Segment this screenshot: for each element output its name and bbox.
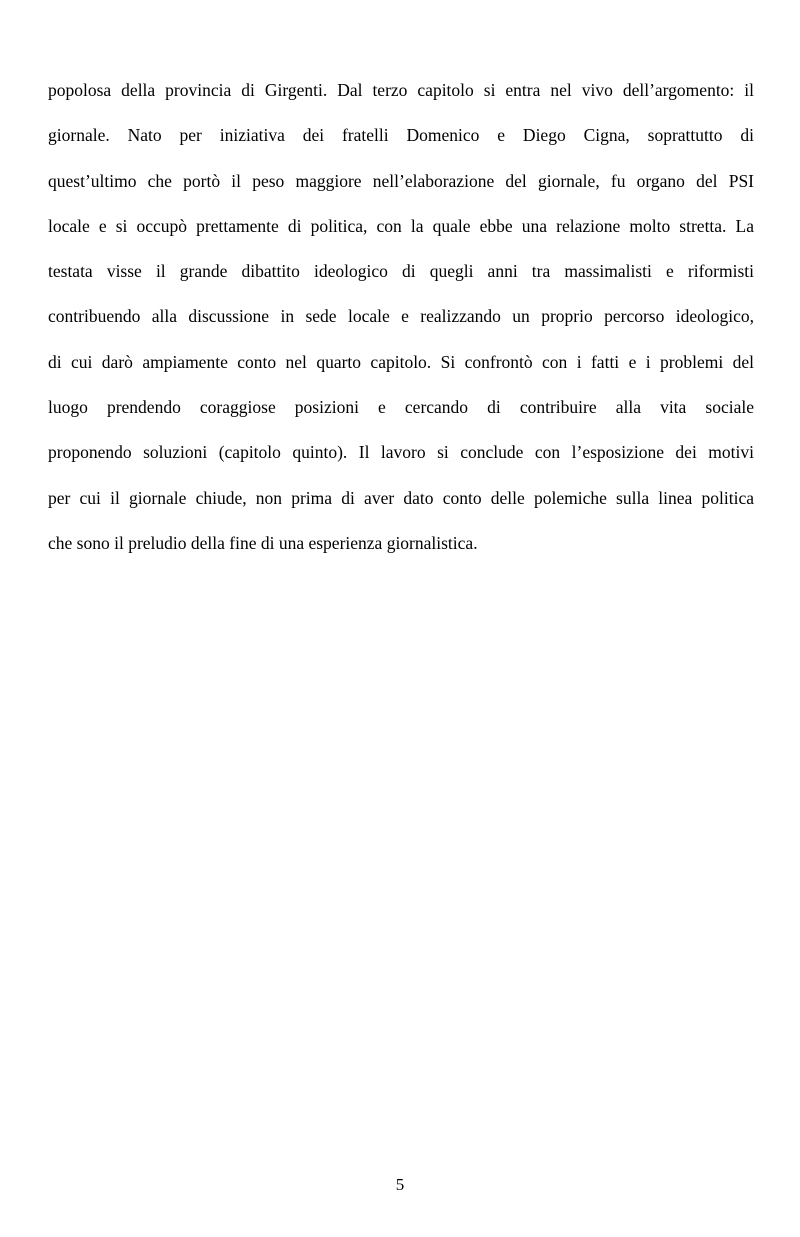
- body-paragraph: [48, 76, 754, 574]
- paragraph-line: proponendo soluzioni (capitolo quinto). Il lavoro si conclude con l’esposizione dei motivi: [48, 442, 754, 463]
- paragraph-line: quest’ultimo che portò il peso maggiore nell’elaborazione del giornale, fu organo del PSI: [48, 170, 754, 191]
- paragraph-line: testata visse il grande dibattito ideologico di quegli anni tra massimalisti e riformisti: [48, 261, 754, 282]
- paragraph-line: giornale. Nato per iniziativa dei fratelli Domenico e Diego Cigna, soprattutto di: [48, 125, 754, 146]
- paragraph-line: che sono il preludio della fine di una esperienza giornalistica.: [48, 532, 478, 553]
- paragraph-line: luogo prendendo coraggiose posizioni e cercando di contribuire alla vita sociale: [48, 397, 754, 418]
- paragraph-line: locale e si occupò prettamente di politica, con la quale ebbe una relazione molto stretta. La: [48, 215, 754, 236]
- paragraph-line: popolosa della provincia di Girgenti. Dal terzo capitolo si entra nel vivo dell’argomento: il: [48, 80, 754, 100]
- paragraph-line: per cui il giornale chiude, non prima di aver dato conto delle polemiche sulla linea politica: [48, 487, 754, 508]
- page-number: 5: [395, 1175, 405, 1194]
- paragraph-line: contribuendo alla discussione in sede locale e realizzando un proprio percorso ideologico,: [48, 306, 754, 327]
- paragraph-line: di cui darò ampiamente conto nel quarto capitolo. Si confrontò con i fatti e i problemi del: [48, 351, 754, 372]
